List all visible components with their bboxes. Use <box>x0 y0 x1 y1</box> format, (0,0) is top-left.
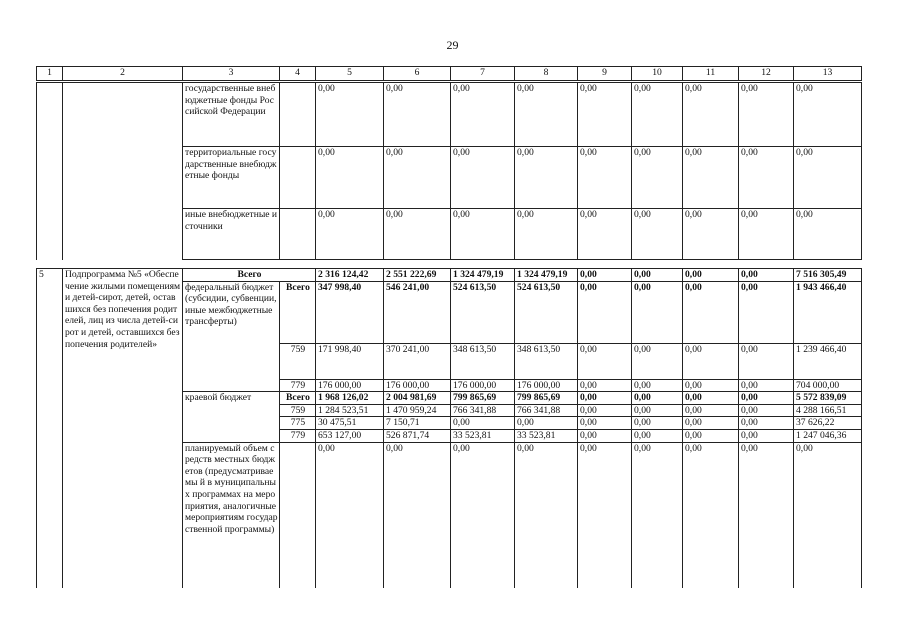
value-cell: 0,00 <box>739 404 794 417</box>
value-cell: 546 241,00 <box>384 281 451 343</box>
value-cell: 0,00 <box>683 209 739 260</box>
value-cell: 0,00 <box>683 442 739 588</box>
col-header: 7 <box>451 67 515 81</box>
value-cell: 704 000,00 <box>794 379 862 392</box>
col-header: 5 <box>316 67 384 81</box>
value-cell: 0,00 <box>683 83 739 147</box>
value-cell: 0,00 <box>578 269 632 282</box>
col-header: 3 <box>183 67 280 81</box>
page-number: 29 <box>446 38 459 52</box>
value-cell: 0,00 <box>316 83 384 147</box>
value-cell: 0,00 <box>632 404 683 417</box>
value-cell: 0,00 <box>739 147 794 209</box>
col-header: 1 <box>37 67 63 81</box>
value-cell: 0,00 <box>578 429 632 442</box>
value-cell: 0,00 <box>578 379 632 392</box>
value-cell: 526 871,74 <box>384 429 451 442</box>
value-cell: 176 000,00 <box>316 379 384 392</box>
value-cell: 0,00 <box>794 83 862 147</box>
value-cell: 653 127,00 <box>316 429 384 442</box>
value-cell: 0,00 <box>578 442 632 588</box>
value-cell: 0,00 <box>578 281 632 343</box>
value-cell: 1 968 126,02 <box>316 392 384 405</box>
value-cell: 1 239 466,40 <box>794 343 862 379</box>
value-cell: 0,00 <box>632 269 683 282</box>
value-cell: 370 241,00 <box>384 343 451 379</box>
col-header: 8 <box>515 67 578 81</box>
value-cell: 0,00 <box>384 147 451 209</box>
value-cell: 171 998,40 <box>316 343 384 379</box>
value-cell: 799 865,69 <box>515 392 578 405</box>
value-cell: 0,00 <box>451 147 515 209</box>
value-cell: 0,00 <box>515 209 578 260</box>
code-cell: 775 <box>280 417 316 430</box>
value-cell: 0,00 <box>632 379 683 392</box>
program-finance-table <box>36 82 862 588</box>
value-cell: 0,00 <box>578 83 632 147</box>
value-cell: 2 004 981,69 <box>384 392 451 405</box>
value-cell: 0,00 <box>578 343 632 379</box>
value-cell: 0,00 <box>515 442 578 588</box>
code-cell <box>280 209 316 260</box>
value-cell: 0,00 <box>739 429 794 442</box>
col-header: 13 <box>794 67 862 81</box>
value-cell: 0,00 <box>632 209 683 260</box>
value-cell: 1 284 523,51 <box>316 404 384 417</box>
value-cell: 176 000,00 <box>515 379 578 392</box>
value-cell: 0,00 <box>683 392 739 405</box>
source-cell: иные внебюджетные источники <box>183 209 280 260</box>
code-cell: 759 <box>280 343 316 379</box>
table-row <box>37 83 862 147</box>
value-cell: 33 523,81 <box>515 429 578 442</box>
code-cell <box>280 83 316 147</box>
value-cell: 0,00 <box>632 281 683 343</box>
source-cell: федеральный бюджет (субсидии, субвенции, иные межбюджетные трансферты) <box>183 281 280 392</box>
value-cell: 0,00 <box>683 343 739 379</box>
value-cell: 0,00 <box>739 417 794 430</box>
col-header: 9 <box>578 67 632 81</box>
value-cell: 348 613,50 <box>451 343 515 379</box>
value-cell: 0,00 <box>683 429 739 442</box>
value-cell: 0,00 <box>683 147 739 209</box>
spacer-row <box>37 260 862 269</box>
code-cell <box>280 147 316 209</box>
value-cell: 0,00 <box>515 147 578 209</box>
value-cell: 0,00 <box>384 83 451 147</box>
value-cell: 37 626,22 <box>794 417 862 430</box>
value-cell: 0,00 <box>384 442 451 588</box>
value-cell: 4 288 166,51 <box>794 404 862 417</box>
col-header: 6 <box>384 67 451 81</box>
value-cell: 0,00 <box>739 343 794 379</box>
value-cell: 799 865,69 <box>451 392 515 405</box>
value-cell: 0,00 <box>316 442 384 588</box>
value-cell: 0,00 <box>739 269 794 282</box>
value-cell: 0,00 <box>683 404 739 417</box>
col-header: 12 <box>739 67 794 81</box>
value-cell: 0,00 <box>739 392 794 405</box>
value-cell: 347 998,40 <box>316 281 384 343</box>
value-cell: 0,00 <box>794 442 862 588</box>
value-cell: 0,00 <box>451 83 515 147</box>
value-cell: 1 470 959,24 <box>384 404 451 417</box>
value-cell: 0,00 <box>515 417 578 430</box>
value-cell: 176 000,00 <box>451 379 515 392</box>
value-cell: 0,00 <box>683 281 739 343</box>
code-cell: Всего <box>280 392 316 405</box>
value-cell: 766 341,88 <box>451 404 515 417</box>
value-cell: 5 572 839,09 <box>794 392 862 405</box>
value-cell: 0,00 <box>739 83 794 147</box>
value-cell: 0,00 <box>451 442 515 588</box>
value-cell: 0,00 <box>515 83 578 147</box>
column-numbers-row <box>37 67 862 81</box>
code-cell: 779 <box>280 429 316 442</box>
value-cell: 1 324 479,19 <box>515 269 578 282</box>
value-cell: 0,00 <box>578 147 632 209</box>
value-cell: 0,00 <box>632 417 683 430</box>
value-cell: 0,00 <box>739 281 794 343</box>
value-cell: 0,00 <box>451 417 515 430</box>
value-cell: 1 324 479,19 <box>451 269 515 282</box>
name-cell <box>63 83 183 260</box>
source-cell: планируемый объем средств местных бюджетов (предусматриваемы й в муниципальных программах на мероприятия, аналогичные мероприятиям государственной программы) <box>183 442 280 588</box>
value-cell: 0,00 <box>316 209 384 260</box>
value-cell: 30 475,51 <box>316 417 384 430</box>
subprogram-total-row <box>37 269 862 282</box>
total-label: Всего <box>183 269 316 282</box>
value-cell: 0,00 <box>632 429 683 442</box>
value-cell: 2 316 124,42 <box>316 269 384 282</box>
value-cell: 7 516 305,49 <box>794 269 862 282</box>
value-cell: 0,00 <box>632 83 683 147</box>
value-cell: 1 247 046,36 <box>794 429 862 442</box>
value-cell: 0,00 <box>683 417 739 430</box>
value-cell: 0,00 <box>632 147 683 209</box>
value-cell: 1 943 466,40 <box>794 281 862 343</box>
value-cell: 7 150,71 <box>384 417 451 430</box>
col-header: 4 <box>280 67 316 81</box>
value-cell: 0,00 <box>794 147 862 209</box>
row-number-cell <box>37 83 63 260</box>
value-cell: 0,00 <box>578 209 632 260</box>
value-cell: 0,00 <box>739 209 794 260</box>
value-cell: 348 613,50 <box>515 343 578 379</box>
code-cell: 759 <box>280 404 316 417</box>
subprogram-name-cell: Подпрограмма №5 «Обеспечение жилыми помещениями детей-сирот, детей, оставшихся без попечения родителей, лиц из числа детей-сирот и детей, оставшихся без попечения родителей» <box>63 269 183 589</box>
value-cell: 0,00 <box>632 392 683 405</box>
value-cell: 0,00 <box>578 404 632 417</box>
col-header: 2 <box>63 67 183 81</box>
value-cell: 0,00 <box>632 442 683 588</box>
col-header: 10 <box>632 67 683 81</box>
value-cell: 33 523,81 <box>451 429 515 442</box>
value-cell: 524 613,50 <box>515 281 578 343</box>
source-cell: территориальные государственные внебюджетные фонды <box>183 147 280 209</box>
code-cell <box>280 442 316 588</box>
value-cell: 0,00 <box>739 379 794 392</box>
row-number-cell: 5 <box>37 269 63 589</box>
value-cell: 524 613,50 <box>451 281 515 343</box>
value-cell: 0,00 <box>683 379 739 392</box>
value-cell: 0,00 <box>632 343 683 379</box>
value-cell: 0,00 <box>578 417 632 430</box>
value-cell: 0,00 <box>578 392 632 405</box>
value-cell: 0,00 <box>794 209 862 260</box>
column-header-table <box>36 66 862 81</box>
value-cell: 766 341,88 <box>515 404 578 417</box>
source-cell: государственные внебюджетные фонды Российской Федерации <box>183 83 280 147</box>
value-cell: 0,00 <box>384 209 451 260</box>
value-cell: 0,00 <box>683 269 739 282</box>
code-cell: 779 <box>280 379 316 392</box>
value-cell: 0,00 <box>316 147 384 209</box>
code-cell: Всего <box>280 281 316 343</box>
col-header: 11 <box>683 67 739 81</box>
value-cell: 2 551 222,69 <box>384 269 451 282</box>
value-cell: 176 000,00 <box>384 379 451 392</box>
value-cell: 0,00 <box>739 442 794 588</box>
value-cell: 0,00 <box>451 209 515 260</box>
source-cell: краевой бюджет <box>183 392 280 442</box>
